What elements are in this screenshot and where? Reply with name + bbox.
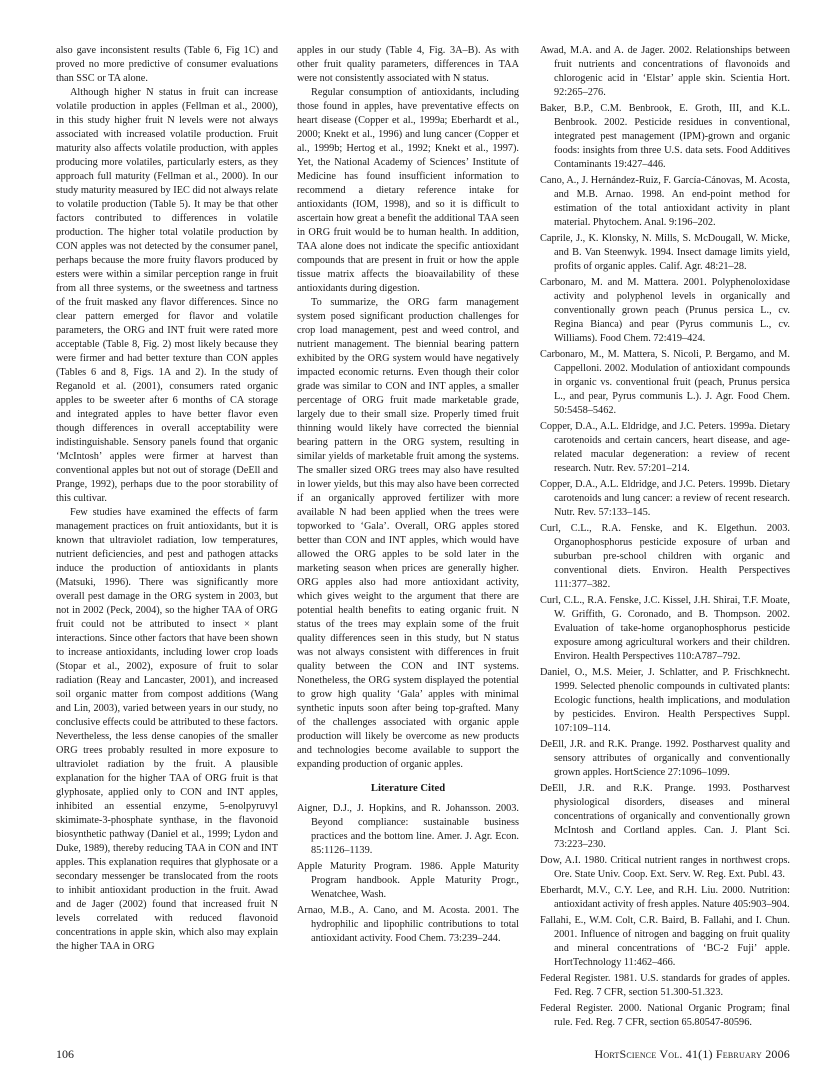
reference-item: Carbonaro, M., M. Mattera, S. Nicoli, P. Bergamo, and M. Cappelloni. 2002. Modulation of antioxidant compounds in organic vs. conventional fruit (peach, Prunus persica L., and pear, Pyrus communis L.). J. Agr. Food Chem. 50:5458–5462.	[540, 349, 790, 416]
paragraph: To summarize, the ORG farm management system posed significant production challenges for crop load management, pest and weed control, and nutrient management. The biennial bearing pattern exhibited by the ORG system would have negatively impacted economic returns. Even though their color grade was similar to CON and INT apples, a smaller percentage of ORG fruit made marketable grade, largely due to their small size. Properly timed fruit thinning would likely have corrected the biennial bearing pattern in the ORG system, resulting in similar yields of marketable fruit among the systems. The smaller sized ORG trees may also have resulted in lower yields, but this may also have been corrected if an organically approved fertilizer with more available N had been applied when the trees were topworked to ‘Gala’. Overall, ORG apples stored better than CON and INT apples, which would have allowed the ORG apples to be sold later in the marketing season when prices are generally higher. ORG apples also had more antioxidant activity, which gives weight to the argument that there are potential health benefits to eating organic fruit. N status of the trees may explain some of the fruit quality differences seen in this study, but N status was not always consistent with differences in fruit quality between the CON and INT systems. Nonetheless, the ORG system displayed the potential to grow high quality ‘Gala’ apples with minimal synthetic inputs soon after being top-grafted. Many of the challenges associated with organic apple production will likely be overcome as new products and technologies become available to support the expanding production of organic apples.	[297, 297, 519, 770]
literature-cited-heading: Literature Cited	[370, 783, 446, 794]
journal-citation: HortScience Vol. 41(1) February 2006	[594, 1047, 790, 1061]
text-column-middle	[297, 44, 519, 948]
reference-item: DeEll, J.R. and R.K. Prange. 1992. Postharvest quality and sensory attributes of organically and conventionally grown apples. HortScience 27:1096–1099.	[540, 739, 790, 778]
reference-item: Awad, M.A. and A. de Jager. 2002. Relationships between fruit nutrients and concentrations of flavonoids and chlorogenic acid in ‘Elstar’ apple skin. Scientia Hort. 92:265–276.	[540, 45, 790, 98]
reference-item: Daniel, O., M.S. Meier, J. Schlatter, and P. Frischknecht. 1999. Selected phenolic compounds in cultivated plants: Ecologic functions, health implications, and modulation by pesticides. Environ. Health Perspectives Suppl. 107:109–114.	[540, 667, 790, 734]
reference-item: Apple Maturity Program. 1986. Apple Maturity Program handbook. Apple Maturity Progr., Wenatchee, Wash.	[297, 861, 519, 900]
reference-item: Cano, A., J. Hernández-Ruiz, F. García-Cánovas, M. Acosta, and M.B. Arnao. 1998. An end-point method for estimation of the total antioxidant activity in plant material. Phytochem. Anal. 9:196–202.	[540, 175, 790, 228]
reference-column-right	[540, 44, 790, 1032]
reference-item: Carbonaro, M. and M. Mattera. 2001. Polyphenoloxidase activity and polyphenol levels in organically and conventionally grown peach (Prunus persica L., cv. Regina Bianca) and pear (Pyrus communis L., cv. Williams). Food Chem. 72:419–424.	[540, 277, 790, 344]
reference-item: Federal Register. 1981. U.S. standards for grades of apples. Fed. Reg. 7 CFR, section 51.300-51.323.	[540, 973, 790, 998]
paragraph: Regular consumption of antioxidants, including those found in apples, have preventative effects on heart disease (Copper et al., 1999a; Eberhardt et al., 2000; Knekt et al., 1996) and lung cancer (Copper et al., 1999b; Hertog et al., 1992; Knekt et al., 1997). Yet, the National Academy of Sciences’ Institute of Medicine has found insufficient information to recommend a dietary reference intake for antioxidants (IOM, 1998), and so it is difficult to ascertain how great a benefit the additional TAA seen in ORG fruit would be to human health. In addition, TAA alone does not indicate the specific antioxidant compounds that are present in fruit or how the apple tissue matrix affects the bioavailability of these antioxidants during digestion.	[297, 87, 519, 294]
paragraph: Although higher N status in fruit can increase volatile production in apples (Fellman et al., 2000), in this study higher fruit N levels were not always associated with increased volatile production. Fruit maturity also affects volatile production, with apples producing more volatiles, particularly esters, as they approach full maturity (Fellman et al., 2000). In our study maturity measured by IEC did not always relate to volatile production (Table 5). It may be that other factors contributed to differences in volatile production. The higher total volatile production by CON apples was not detected by the consumer panel, perhaps because the more fruity flavors produced by esters were within a similar perception range in fruit from all three systems, or the sweetness and tartness of the fruit masked any flavor differences. Since no clear pattern emerged for flavor and volatile parameters, the ORG and INT fruit were rated more acceptable (Table 8, Fig. 2) most likely because they were firmer and had better texture than CON apples (Tables 6 and 8, Figs. 1A and 2). In the study of Reganold et al. (2001), consumers rated organic apples to be sweeter after 6 months of CA storage and integrated apples to have better flavor even though differences in overall acceptability were indistinguishable. Sensory panels found that organic ‘McIntosh’ apples were firmer at harvest than conventional apples but not out of storage (DeEll and Prange, 1992), perhaps due to the poor storability of this cultivar.	[56, 87, 278, 504]
reference-item: DeEll, J.R. and R.K. Prange. 1993. Postharvest physiological disorders, diseases and mineral concentrations of organically and conventionally grown McIntosh and Cortland apples. Can. J. Plant Sci. 73:223–230.	[540, 783, 790, 850]
paragraph: Few studies have examined the effects of farm management practices on fruit antioxidants, but it is known that ultraviolet radiation, low temperatures, nutrient deficiencies, and pest and pathogen attacks induce the production of antioxidants in plants (Matsuki, 1996). There was significantly more overall pest damage in the ORG system in 2003, but not in 2002 (Peck, 2004), so the higher TAA of ORG fruit could not be attributed to insect × plant interactions. Since other factors that have been shown to increase antioxidants, including lower crop loads (Stopar et al., 2002), exposure of fruit to solar radiation (Reay and Lancaster, 2001), and increased soil organic matter from compost additions (Wang and Lin, 2003), varied between years in our study, no conclusive effects could be attributed to these factors. Nevertheless, the less dense canopies of the smaller ORG trees probably resulted in more exposure to ultraviolet radiation by the fruit. A plausible explanation for the higher TAA of ORG fruit is that glyphosate, applied only to CON and INT apples, inhibited an essential enzyme, 5-enolpyruvyl skimimate-3-phosphate synthase, in the flavonoid biosynthetic pathway (Daniel et al., 1999; Lydon and Duke, 1989), thereby reducing TAA in CON and INT apples. This explanation requires that glyphosate or a secondary messenger be translocated from the roots to inhibit antioxidant production in the fruit. Awad and de Jager (2002) found that increased fruit N levels correlated with reduced flavonoid concentrations in apple skin, which also may explain the higher TAA in ORG	[56, 507, 278, 952]
text-column-left	[56, 44, 278, 954]
reference-item: Aigner, D.J., J. Hopkins, and R. Johansson. 2003. Beyond compliance: sustainable business practices and the bottom line. Amer. J. Agr. Econ. 85:1126–1139.	[297, 803, 519, 856]
reference-item: Fallahi, E., W.M. Colt, C.R. Baird, B. Fallahi, and I. Chun. 2001. Influence of nitrogen and bagging on fruit quality and mineral concentrations of ‘BC-2 Fuji’ apple. HortTechnology 11:462–466.	[540, 915, 790, 968]
reference-item: Dow, A.I. 1980. Critical nutrient ranges in northwest crops. Ore. State Univ. Coop. Ext. Serv. W. Reg. Ext. Publ. 43.	[540, 855, 790, 880]
reference-item: Copper, D.A., A.L. Eldridge, and J.C. Peters. 1999b. Dietary carotenoids and lung cancer: a review of recent research. Nutr. Rev. 57:133–145.	[540, 479, 790, 518]
reference-item: Curl, C.L., R.A. Fenske, and K. Elgethun. 2003. Organophosphorus pesticide exposure of urban and suburban pre-school children with organic and conventional diets. Environ. Health Perspectives 111:377–382.	[540, 523, 790, 590]
reference-item: Eberhardt, M.V., C.Y. Lee, and R.H. Liu. 2000. Nutrition: antioxidant activity of fresh apples. Nature 405:903–904.	[540, 885, 790, 910]
reference-list	[297, 802, 519, 946]
reference-item: Copper, D.A., A.L. Eldridge, and J.C. Peters. 1999a. Dietary carotenoids and certain cancers, heart disease, and age-related macular degeneration: a review of recent research. Nutr. Rev. 57:201–214.	[540, 421, 790, 474]
reference-item: Baker, B.P., C.M. Benbrook, E. Groth, III, and K.L. Benbrook. 2002. Pesticide residues in conventional, integrated pest management (IPM)-grown and organic foods: insights from three U.S. data sets. Food Additives Contaminants 19:427–446.	[540, 103, 790, 170]
reference-item: Caprile, J., K. Klonsky, N. Mills, S. McDougall, W. Micke, and B. Van Steenwyk. 1994. Insect damage limits yield, profits of organic apples. Calif. Agr. 48:21–28.	[540, 233, 790, 272]
reference-item: Federal Register. 2000. National Organic Program; final rule. Fed. Reg. 7 CFR, section 65.80547-80596.	[540, 1003, 790, 1028]
paragraph: apples in our study (Table 4, Fig. 3A–B). As with other fruit quality parameters, differences in TAA were not consistently associated with N status.	[297, 45, 519, 84]
paragraph: also gave inconsistent results (Table 6, Fig 1C) and proved no more predictive of consumer evaluations than SSC or TA alone.	[56, 45, 278, 84]
reference-item: Curl, C.L., R.A. Fenske, J.C. Kissel, J.H. Shirai, T.F. Moate, W. Griffith, G. Coronado, and B. Thompson. 2002. Evaluation of take-home organophosphorus pesticide exposure among agricultural workers and their children. Environ. Health Perspectives 110:A787–792.	[540, 595, 790, 662]
page-number: 106	[56, 1047, 74, 1061]
reference-item: Arnao, M.B., A. Cano, and M. Acosta. 2001. The hydrophilic and lipophilic contributions to total antioxidant activity. Food Chem. 73:239–244.	[297, 905, 519, 944]
